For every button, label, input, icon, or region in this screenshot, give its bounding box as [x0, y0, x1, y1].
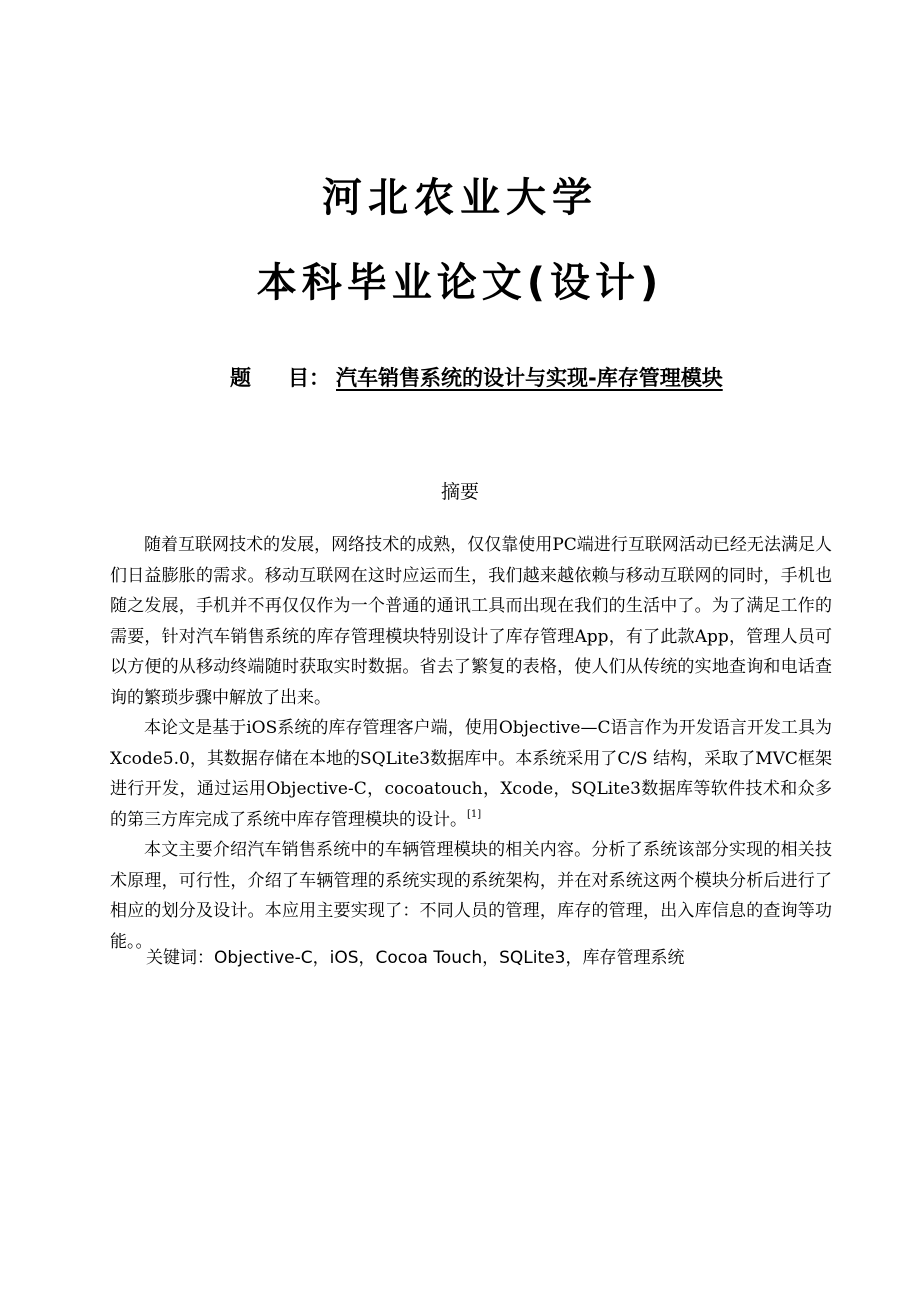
citation-mark: [1]	[467, 808, 482, 820]
topic-row	[230, 363, 723, 393]
thesis-type-title: 本科毕业论文(设计)	[256, 260, 664, 306]
keywords-line	[146, 944, 684, 972]
university-name: 河北农业大学	[322, 175, 598, 221]
abstract-body	[110, 530, 832, 957]
abstract-heading: 摘要	[440, 481, 479, 503]
abstract-paragraph-3: 本文主要介绍汽车销售系统中的车辆管理模块的相关内容。分析了系统该部分实现的相关技术原理，可行性，介绍了车辆管理的系统实现的系统架构，并在对系统这两个模块分析后进行了相应的划分及设计。本应用主要实现了：不同人员的管理，库存的管理，出入库信息的查询等功能。。	[110, 840, 832, 952]
keywords-label: 关键词：	[146, 948, 214, 968]
keywords-value: Objective-C，iOS，Cocoa Touch，SQLite3，库存管理系统	[214, 948, 685, 968]
topic-label-char2: 目：	[288, 366, 330, 390]
abstract-paragraph-1: 随着互联网技术的发展，网络技术的成熟，仅仅靠使用PC端进行互联网活动已经无法满足人们日益膨胀的需求。移动互联网在这时应运而生，我们越来越依赖与移动互联网的同时，手机也随之发展，手机并不再仅仅作为一个普通的通讯工具而出现在我们的生活中了。为了满足工作的需要，针对汽车销售系统的库存管理模块特别设计了库存管理App，有了此款App，管理人员可以方便的从移动终端随时获取实时数据。省去了繁复的表格，使人们从传统的实地查询和电话查询的繁琐步骤中解放了出来。	[110, 535, 832, 708]
abstract-paragraph-2-text: 本论文是基于iOS系统的库存管理客户端，使用Objective—C语言作为开发语言开发工具为Xcode5.0，其数据存储在本地的SQLite3数据库中。本系统采用了C/S 结构，采取了MVC框架进行开发，通过运用Objective-C，cocoatouch，Xcode，SQLite3数据库等软件技术和众多的第三方库完成了系统中库存管理模块的设计。	[110, 718, 832, 830]
abstract-paragraph-2	[110, 713, 832, 835]
topic-value: 汽车销售系统的设计与实现-库存管理模块	[336, 366, 723, 390]
topic-label-char1: 题	[230, 366, 251, 390]
topic-label	[230, 363, 336, 393]
